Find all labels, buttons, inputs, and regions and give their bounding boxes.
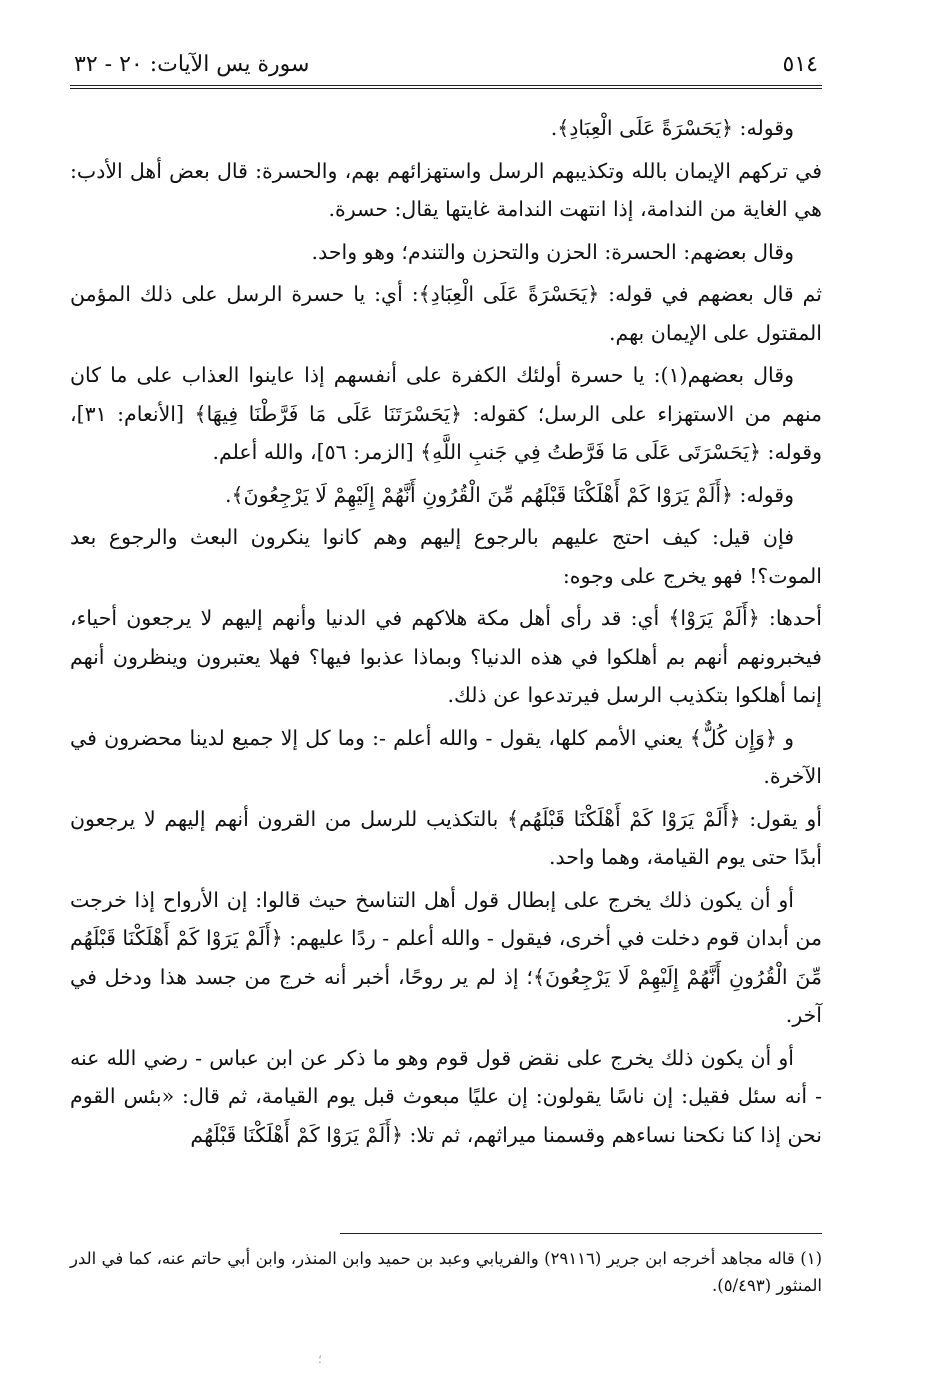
page-number: ٥١٤ bbox=[782, 52, 818, 77]
header-rule bbox=[70, 88, 822, 89]
paragraph-11: أو أن يكون ذلك يخرج على إبطال قول أهل التناسخ حيث قالوا: إن الأرواح إذا خرجت من أبدان قوم دخلت في أخرى، فيقول - والله أعلم - ردًا عليهم: ﴿أَلَمْ يَرَوْا كَمْ أَهْلَكْنَا قَبْلَهُم مِّنَ الْقُرُونِ أَنَّهُمْ إِلَيْهِمْ لَا يَرْجِعُونَ﴾؛ إذ لم ير روحًا، أخبر أنه خرج من جسد هذا ودخل في آخر. bbox=[70, 887, 822, 1027]
paragraph-5: وقال بعضهم(١): يا حسرة أولئك الكفرة على أنفسهم إذا عاينوا العذاب على ما كان منهم من الاستهزاء على الرسل؛ كقوله: ﴿يَحَسْرَتَنَا عَلَى مَا فَرَّطْنَا فِيهَا﴾ [الأنعام: ٣١]، وقوله: ﴿يَحَسْرَتَى عَلَى مَا فَرَّطتُ فِي جَنبِ اللَّهِ﴾ [الزمر: ٥٦]، والله أعلم. bbox=[70, 363, 822, 464]
page-header bbox=[70, 52, 822, 86]
surah-title: سورة يس الآيات: ٢٠ - ٣٢ bbox=[74, 52, 310, 77]
paragraph-12: أو أن يكون ذلك يخرج على نقض قول قوم وهو ما ذكر عن ابن عباس - رضي الله عنه - أنه سئل فقيل: إن ناسًا يقولون: إن عليًا مبعوث قبل يوم القيامة، ثم قال: «بئس القوم نحن إذا كنا نكحنا نساءهم وقسمنا ميراثهم، ثم تلا: ﴿أَلَمْ يَرَوْا كَمْ أَهْلَكْنَا قَبْلَهُم bbox=[70, 1045, 822, 1147]
paragraph-7: فإن قيل: كيف احتج عليهم بالرجوع إليهم وهم كانوا ينكرون البعث والرجوع بعد الموت؟! فهو يخرج على وجوه: bbox=[70, 525, 822, 588]
paragraph-6: وقوله: ﴿أَلَمْ يَرَوْا كَمْ أَهْلَكْنَا قَبْلَهُم مِّنَ الْقُرُونِ أَنَّهُمْ إِلَيْهِمْ لَا يَرْجِعُونَ﴾. bbox=[225, 482, 794, 507]
paragraph-2: في تركهم الإيمان بالله وتكذيبهم الرسل واستهزائهم بهم، والحسرة: قال بعض أهل الأدب: هي الغاية من الندامة، إذا انتهت الندامة غايتها يقال: حسرة. bbox=[70, 158, 822, 221]
paragraph-8: أحدها: ﴿أَلَمْ يَرَوْا﴾ أي: قد رأى أهل مكة هلاكهم في الدنيا وأنهم إليهم لا يرجعون أحياء، فيخبرونهم أنهم بم أهلكوا في هذه الدنيا؟ وبماذا عذبوا فيها؟ فهلا يعتبرون وينظرون أنهم إنما أهلكوا بتكذيب الرسل فيرتدعوا عن ذلك. bbox=[70, 606, 822, 707]
footnote: (١) قاله مجاهد أخرجه ابن جرير (٢٩١١٦) والفريابي وعبد بن حميد وابن المنذر، وابن أبي حاتم عنه، كما في الدر المنثور (٥/٤٩٣). bbox=[70, 1249, 822, 1295]
paragraph-4: ثم قال بعضهم في قوله: ﴿يَحَسْرَةً عَلَى الْعِبَادِ﴾: أي: يا حسرة الرسل على ذلك المؤمن المقتول على الإيمان بهم. bbox=[70, 282, 822, 345]
page bbox=[70, 52, 822, 1158]
paragraph-9: و ﴿وَإِن كُلٌّ﴾ يعني الأمم كلها، يقول - والله أعلم -: وما كل إلا جميع لدينا محضرون في الآخرة. bbox=[70, 725, 822, 788]
bottom-mark: ؛ bbox=[318, 1352, 322, 1366]
footnote-rule bbox=[340, 1233, 822, 1234]
paragraph-1: وقوله: ﴿يَحَسْرَةً عَلَى الْعِبَادِ﴾. bbox=[550, 116, 794, 140]
paragraph-10: أو يقول: ﴿أَلَمْ يَرَوْا كَمْ أَهْلَكْنَا قَبْلَهُم﴾ بالتكذيب للرسل من القرون أنهم إليهم لا يرجعون أبدًا حتى يوم القيامة، وهما واحد. bbox=[70, 806, 822, 869]
paragraph-3: وقال بعضهم: الحسرة: الحزن والتحزن والتندم؛ وهو واحد. bbox=[311, 239, 794, 264]
body-text bbox=[70, 109, 822, 1154]
